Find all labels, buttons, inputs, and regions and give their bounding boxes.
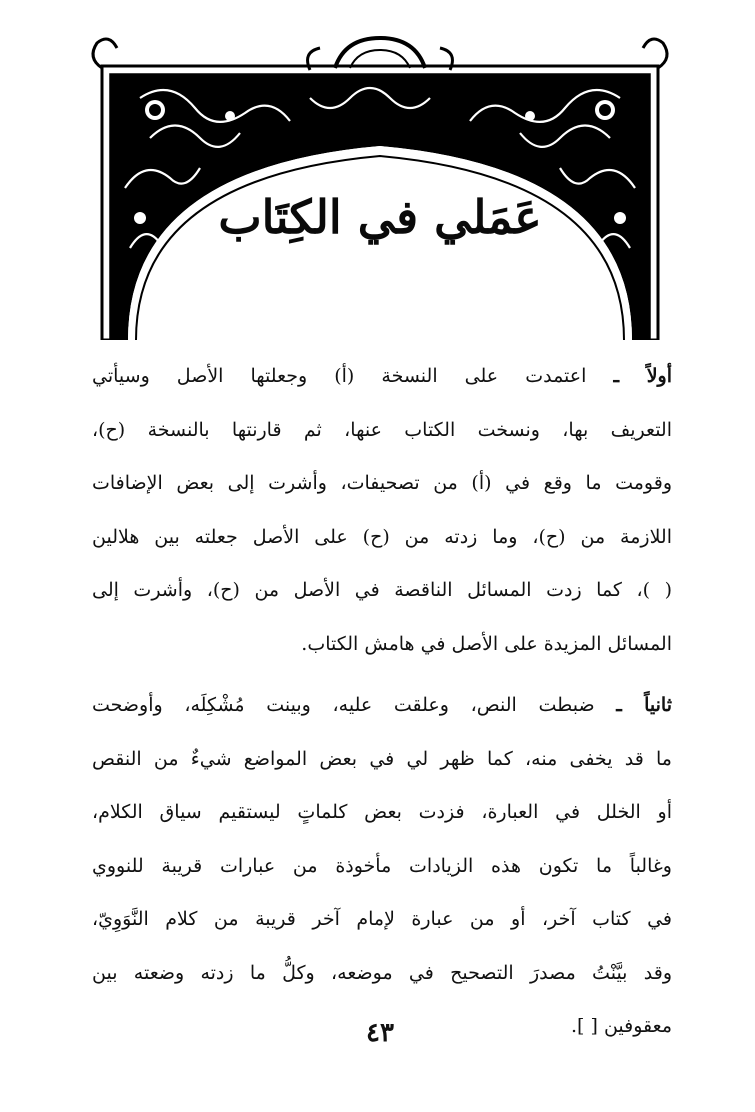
text-line: التعريف بها، ونسخت الكتاب عنها، ثم قارنتها بالنسخة (ح)،	[92, 418, 672, 441]
paragraph-lead: أولاً ـ	[613, 365, 672, 387]
ornamental-arch-frame	[80, 28, 680, 340]
text-line: ( )، كما زدت المسائل الناقصة في الأصل من (ح)، وأشرت إلى	[92, 579, 672, 601]
text-line: ما قد يخفى منه، كما ظهر لي في بعض المواضع شيءٌ من النقص	[92, 747, 672, 770]
text-line: أولاً ـ اعتمدت على النسخة (أ) وجعلتها الأصل وسيأتي	[92, 365, 672, 387]
body-text	[92, 350, 672, 1054]
text-line: اللازمة من (ح)، وما زدته من (ح) على الأصل جعلته بين هلالين	[92, 525, 672, 548]
text-line: معقوفين [ ].	[571, 1015, 672, 1037]
text-line: في كتاب آخر، أو من عبارة لإمام آخر قريبة من كلام النَّوَوِيّ،	[92, 908, 672, 930]
text-line: وغالباً ما تكون هذه الزيادات مأخوذة من عبارات قريبة للنووي	[92, 854, 672, 877]
chapter-title: عَمَلي في الكِتَاب	[218, 190, 542, 244]
text-line: المسائل المزيدة على الأصل في هامش الكتاب.	[301, 632, 672, 655]
text-line: وقومت ما وقع في (أ) من تصحيفات، وأشرت إلى بعض الإضافات	[92, 472, 672, 494]
paragraph-lead: ثانياً ـ	[616, 694, 672, 716]
page-number: ٤٣	[366, 1018, 394, 1048]
text-line: وقد بيَّنْتُ مصدرَ التصحيح في موضعه، وكلُّ ما زدته وضعته بين	[92, 961, 672, 984]
text-line: أو الخلل في العبارة، فزدت بعض كلماتٍ ليستقيم سياق الكلام،	[92, 801, 672, 823]
text-line: ثانياً ـ ضبطت النص، وعلقت عليه، وبينت مُشْكِلَه، وأوضحت	[92, 694, 672, 716]
